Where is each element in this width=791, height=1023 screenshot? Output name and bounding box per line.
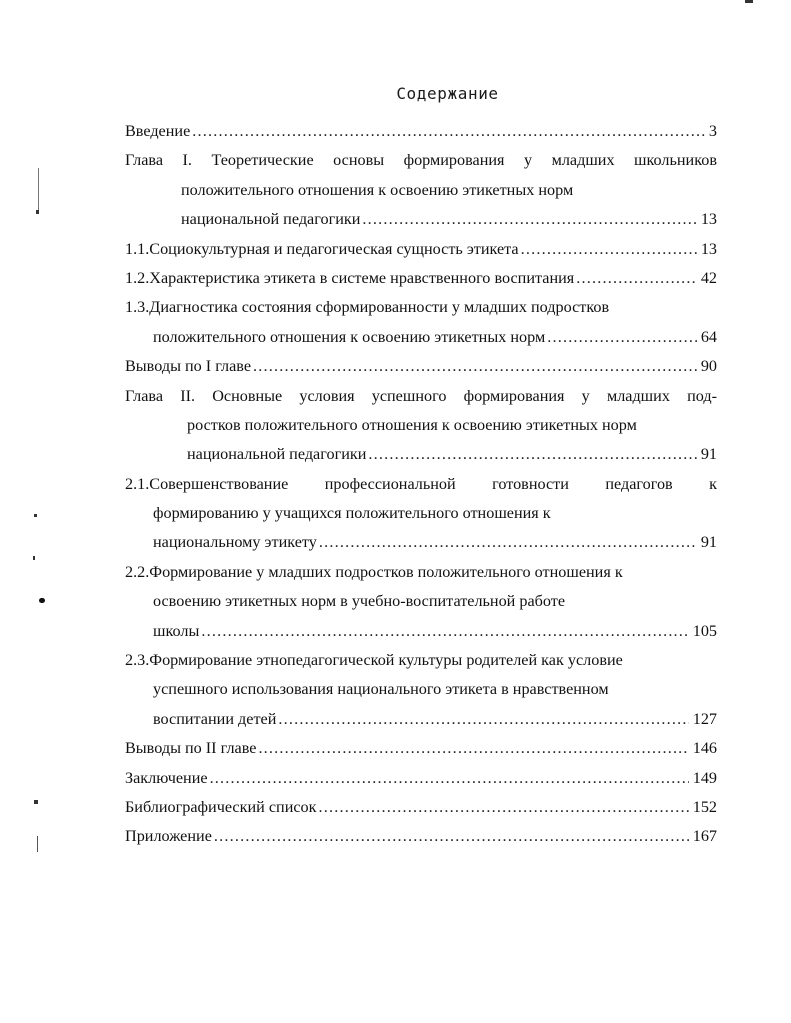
toc-entry-section-2-1: 2.1.Совершенствование профессиональной готовности педагогов к <box>125 474 717 493</box>
toc-entry-section-2-2-end <box>125 617 717 646</box>
toc-entry-section-1-3: 1.3.Диагностика состояния сформированности у младших подростков <box>125 298 610 317</box>
toc-entry-page: 13 <box>700 239 717 258</box>
toc-entry-chapter-2-cont: ростков положительного отношения к освоению этикетных норм <box>187 415 637 434</box>
scan-mark <box>38 168 39 214</box>
dot-leader <box>547 323 697 352</box>
toc-entry-label: национальной педагогики <box>187 445 367 464</box>
dot-leader <box>576 264 697 293</box>
scan-mark <box>34 800 38 804</box>
toc-entry-chapter-1-end <box>125 205 717 234</box>
toc-entry-label: положительного отношения к освоению этикетных норм <box>153 327 546 346</box>
toc-entry-page: 91 <box>700 533 717 552</box>
toc-entry-section-2-3-cont: успешного использования национального этикета в нравственном <box>153 680 609 699</box>
toc-entry-section-2-1-end <box>125 528 717 557</box>
toc-entry-page: 152 <box>692 797 717 816</box>
toc-entry-section-1-1 <box>125 235 717 264</box>
toc-entry-label: Заключение <box>125 768 208 787</box>
toc-entry-page: 91 <box>700 445 717 464</box>
dot-leader <box>368 440 696 469</box>
toc-entry-label: Введение <box>125 122 191 140</box>
scan-mark <box>745 0 753 3</box>
toc-entry-page: 42 <box>700 268 717 287</box>
toc-entry-section-1-3-end <box>125 323 717 352</box>
toc-entry-conclusions-1 <box>125 352 717 381</box>
toc-entry-label: 1.1.Социокультурная и педагогическая сущность этикета <box>125 239 519 258</box>
toc-entry-chapter-1-cont: положительного отношения к освоению этикетных норм <box>181 180 574 199</box>
dot-leader <box>210 764 689 793</box>
dot-leader <box>362 205 696 234</box>
toc-entry-label: Приложение <box>125 827 212 846</box>
dot-leader <box>201 617 688 646</box>
toc-entry-section-2-3: 2.3.Формирование этнопедагогической культуры родителей как условие <box>125 651 623 670</box>
toc-entry-section-1-2 <box>125 264 717 293</box>
toc-entry-page: 127 <box>692 709 717 728</box>
scan-mark <box>33 556 35 560</box>
toc-entry-conclusions-2 <box>125 734 717 763</box>
toc-entry-label: Библиографический список <box>125 797 317 816</box>
toc-entry-conclusion <box>125 764 717 793</box>
dot-leader <box>319 528 697 557</box>
toc-entry-label: воспитании детей <box>153 709 277 728</box>
toc-entry-label: Выводы по II главе <box>125 739 257 758</box>
dot-leader <box>258 734 688 763</box>
toc-entry-chapter-2-end <box>125 440 717 469</box>
table-of-contents <box>125 117 717 852</box>
dot-leader <box>253 352 697 381</box>
scan-mark <box>39 598 45 603</box>
toc-entry-bibliography <box>125 793 717 822</box>
toc-entry-label: 1.2.Характеристика этикета в системе нравственного воспитания <box>125 268 575 287</box>
toc-entry-section-2-2-cont: освоению этикетных норм в учебно-воспитательной работе <box>153 592 566 611</box>
toc-entry-label: национальному этикету <box>153 533 317 552</box>
toc-entry-page: 149 <box>692 768 717 787</box>
toc-entry-section-2-1-cont: формированию у учащихся положительного отношения к <box>153 504 551 523</box>
toc-entry-page: 64 <box>700 327 717 346</box>
scan-mark <box>36 210 39 214</box>
toc-entry-label: Выводы по I главе <box>125 357 252 376</box>
toc-entry-page: 90 <box>700 357 717 376</box>
dot-leader <box>278 705 688 734</box>
toc-entry-appendix <box>125 822 717 851</box>
toc-entry-chapter-2: Глава II. Основные условия успешного формирования у младших под- <box>125 386 717 405</box>
scan-mark <box>34 514 37 517</box>
toc-entry-page: 146 <box>692 739 717 758</box>
toc-entry-page: 3 <box>708 122 717 140</box>
toc-entry-chapter-1: Глава I. Теоретические основы формирования у младших школьников <box>125 151 717 170</box>
page-title: Содержание <box>396 84 499 103</box>
toc-entry-page: 105 <box>692 621 717 640</box>
toc-entry-page: 167 <box>692 827 717 846</box>
toc-entry-section-2-2: 2.2.Формирование у младших подростков положительного отношения к <box>125 562 623 581</box>
dot-leader <box>192 117 705 146</box>
dot-leader <box>214 822 689 851</box>
scan-mark <box>37 836 38 852</box>
toc-entry-section-2-3-end <box>125 705 717 734</box>
toc-entry-label: национальной педагогики <box>181 210 361 229</box>
dot-leader <box>521 235 697 264</box>
toc-entry-page: 13 <box>700 210 717 229</box>
dot-leader <box>319 793 689 822</box>
toc-entry-intro <box>125 117 717 146</box>
toc-entry-label: школы <box>153 621 200 640</box>
